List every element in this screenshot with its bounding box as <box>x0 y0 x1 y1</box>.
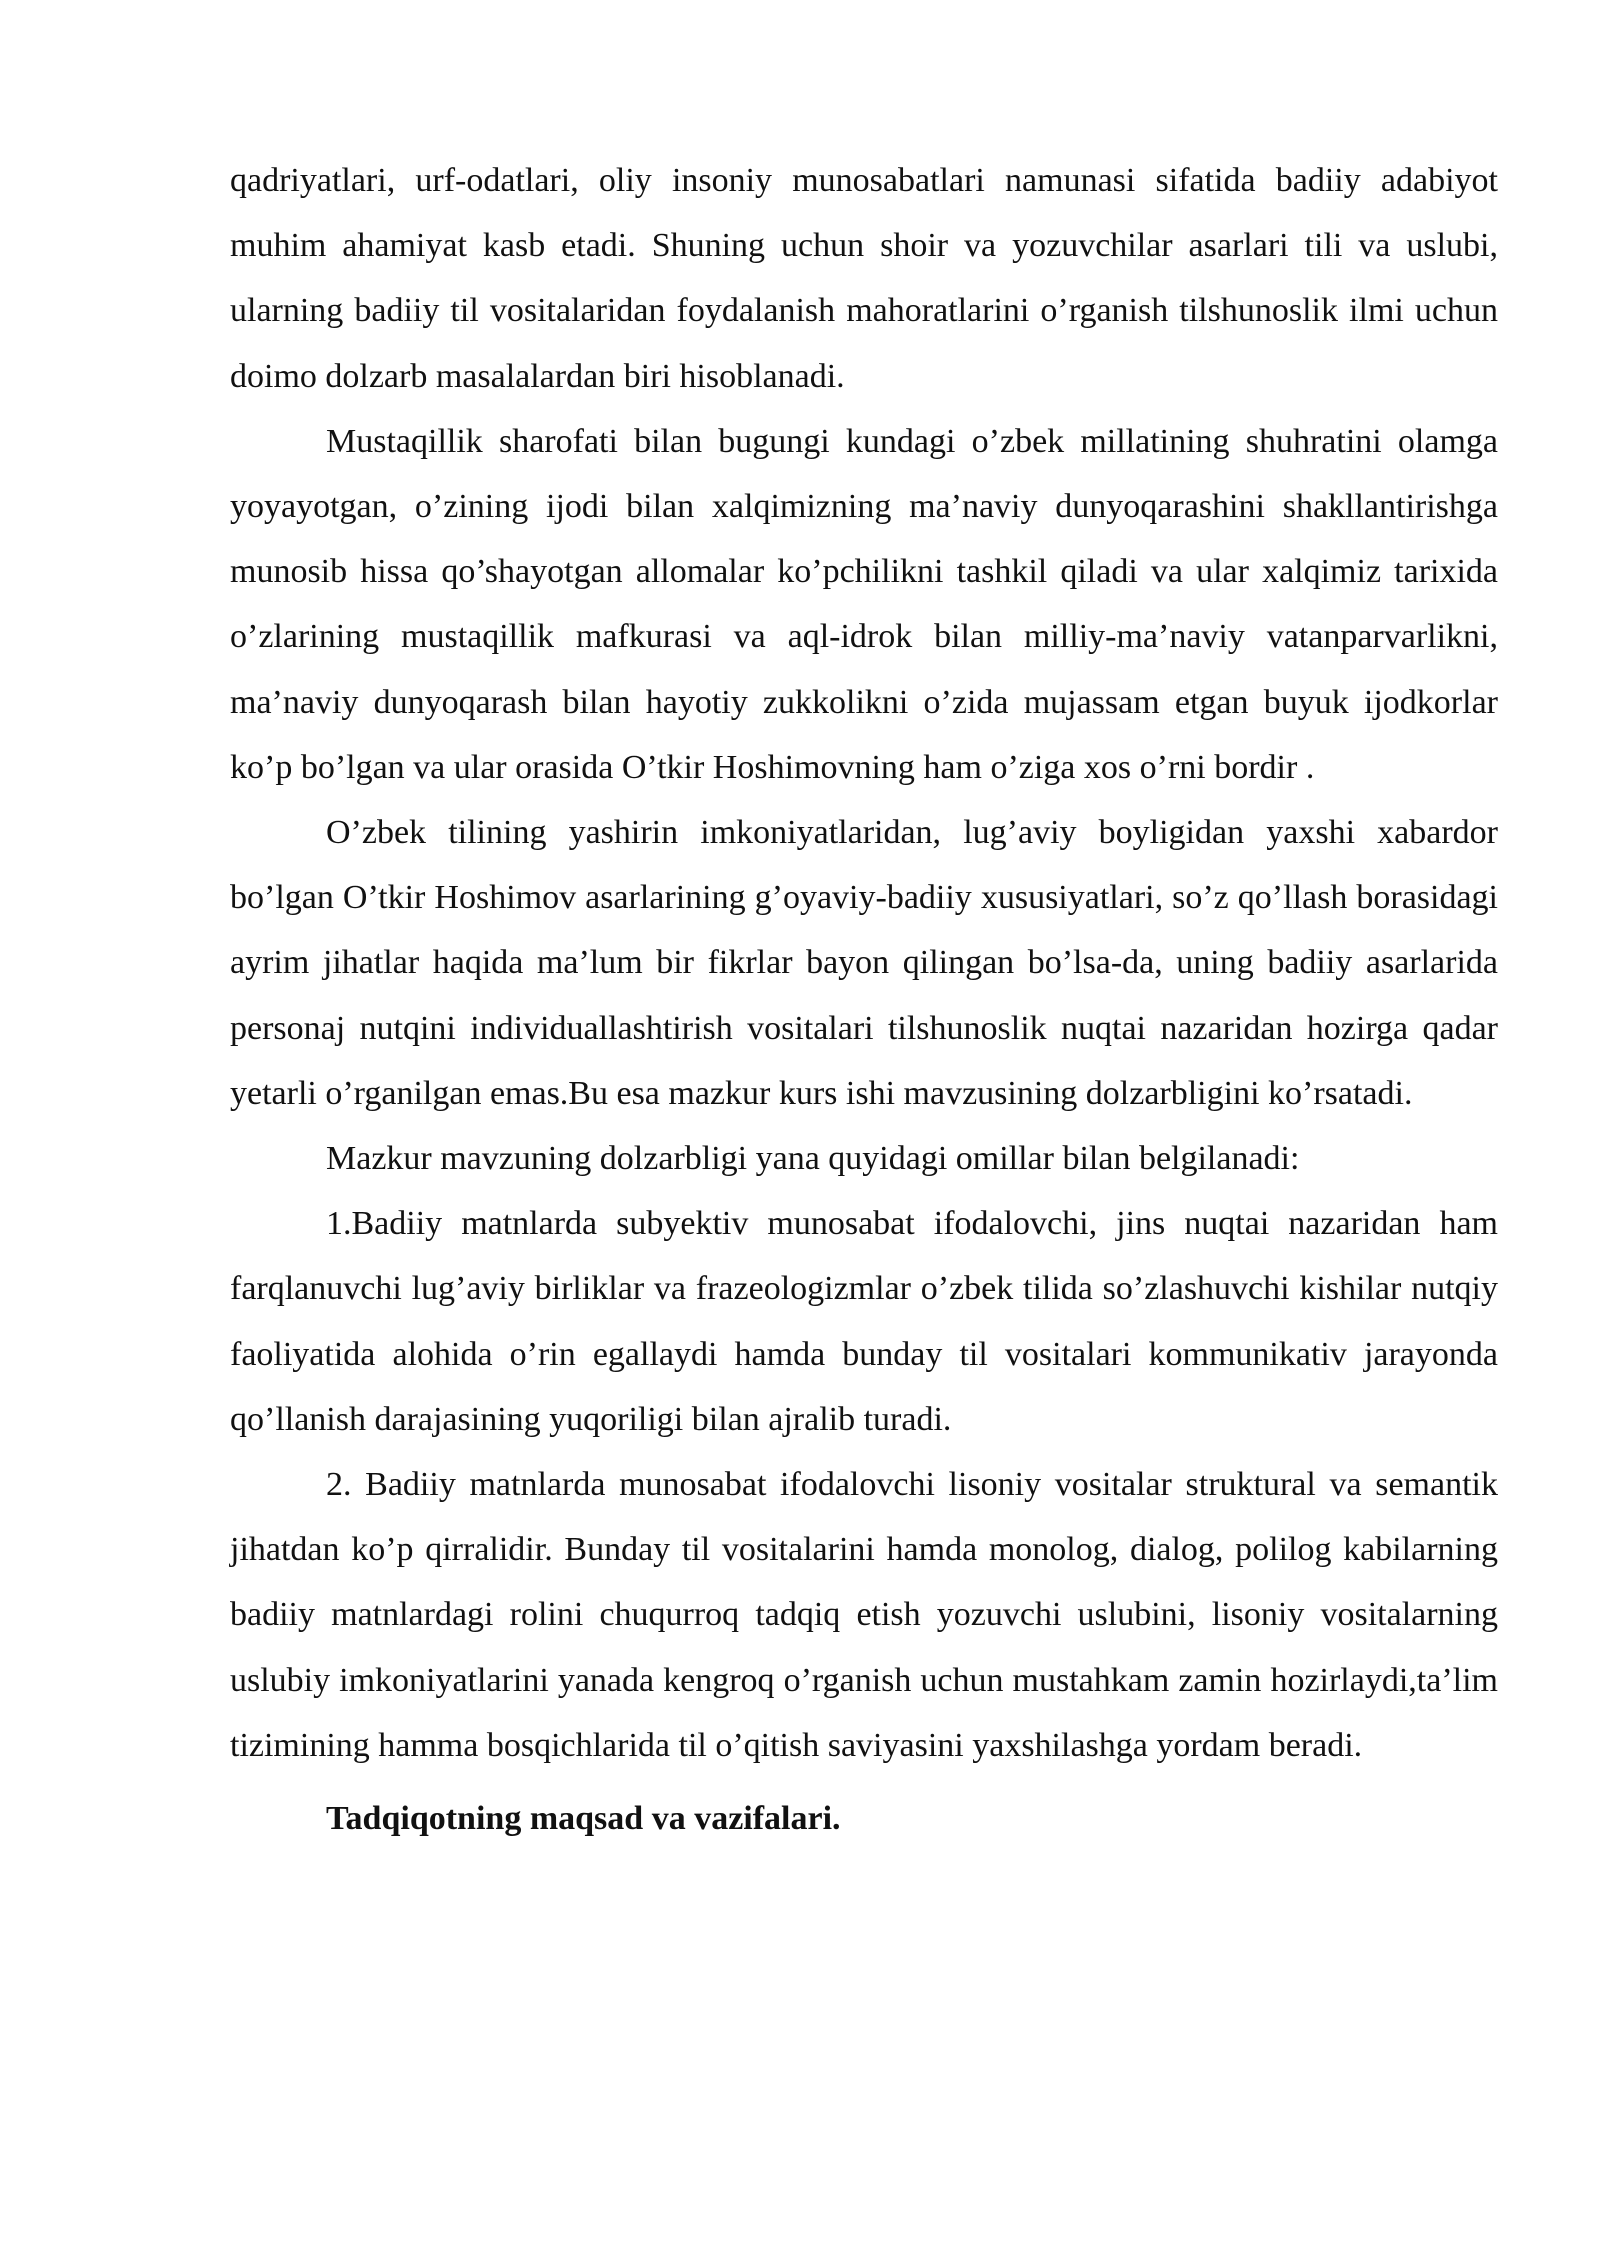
paragraph-relevance-intro: Mazkur mavzuning dolzarbligi yana quyidagi omillar bilan belgilanadi: <box>326 1140 1300 1178</box>
paragraph-continuation: qadriyatlari, urf-odatlari, oliy insoniy munosabatlari namunasi sifatida badiiy adabiyot muhim ahamiyat kasb etadi. Shuning uchun shoir va yozuvchilar asarlari tili va uslubi, ularning badiiy til vositalaridan foydalanish mahoratlarini o’rganish tilshunoslik ilmi uchun doimo dolzarb masalalardan biri hisoblanadi. <box>230 162 1498 395</box>
paragraph-hoshimov: O’zbek tilining yashirin imkoniyatlaridan, lug’aviy boyligidan yaxshi xabardor bo’lgan O’tkir Hoshimov asarlarining g’oyaviy-badiiy xususiyatlari, so’z qo’llash borasidagi ayrim jihatlar haqida ma’lum bir fikrlar bayon qilingan bo’lsa-da, uning badiiy asarlarida personaj nutqini individuallashtirish vositalari tilshunoslik nuqtai nazaridan hozirga qadar yetarli o’rganilgan emas.Bu esa mazkur kurs ishi mavzusining dolzarbligini ko’rsatadi. <box>230 814 1498 1112</box>
section-heading: Tadqiqotning maqsad va vazifalari. <box>326 1800 841 1838</box>
document-body <box>230 148 1498 1851</box>
paragraph-independence: Mustaqillik sharofati bilan bugungi kundagi o’zbek millatining shuhratini olamga yoyayotgan, o’zining ijodi bilan xalqimizning ma’naviy dunyoqarashini shakllantirishga munosib hissa qo’shayotgan allomalar ko’pchilikni tashkil qiladi va ular xalqimiz tarixida o’zlarining mustaqillik mafkurasi va aql-idrok bilan milliy-ma’naviy vatanparvarlikni, ma’naviy dunyoqarash bilan hayotiy zukkolikni o’zida mujassam etgan buyuk ijodkorlar ko’p bo’lgan va ular orasida O’tkir Hoshimovning ham o’ziga xos o’rni bordir . <box>230 422 1498 786</box>
paragraph-point-2: 2. Badiiy matnlarda munosabat ifodalovchi lisoniy vositalar struktural va semantik jihatdan ko’p qirralidir. Bunday til vositalarini hamda monolog, dialog, polilog kabilarning badiiy matnlardagi rolini chuqurroq tadqiq etish yozuvchi uslubini, lisoniy vositalarning uslubiy imkoniyatlarini yanada kengroq o’rganish uchun mustahkam zamin hozirlaydi,ta’lim tizimining hamma bosqichlarida til o’qitish saviyasini yaxshilashga yordam beradi. <box>230 1466 1498 1764</box>
paragraph-point-1: 1.Badiiy matnlarda subyektiv munosabat ifodalovchi, jins nuqtai nazaridan ham farqlanuvchi lug’aviy birliklar va frazeologizmlar o’zbek tilida so’zlashuvchi kishilar nutqiy faoliyatida alohida o’rin egallaydi hamda bunday til vositalari kommunikativ jarayonda qo’llanish darajasining yuqoriligi bilan ajralib turadi. <box>230 1205 1498 1438</box>
